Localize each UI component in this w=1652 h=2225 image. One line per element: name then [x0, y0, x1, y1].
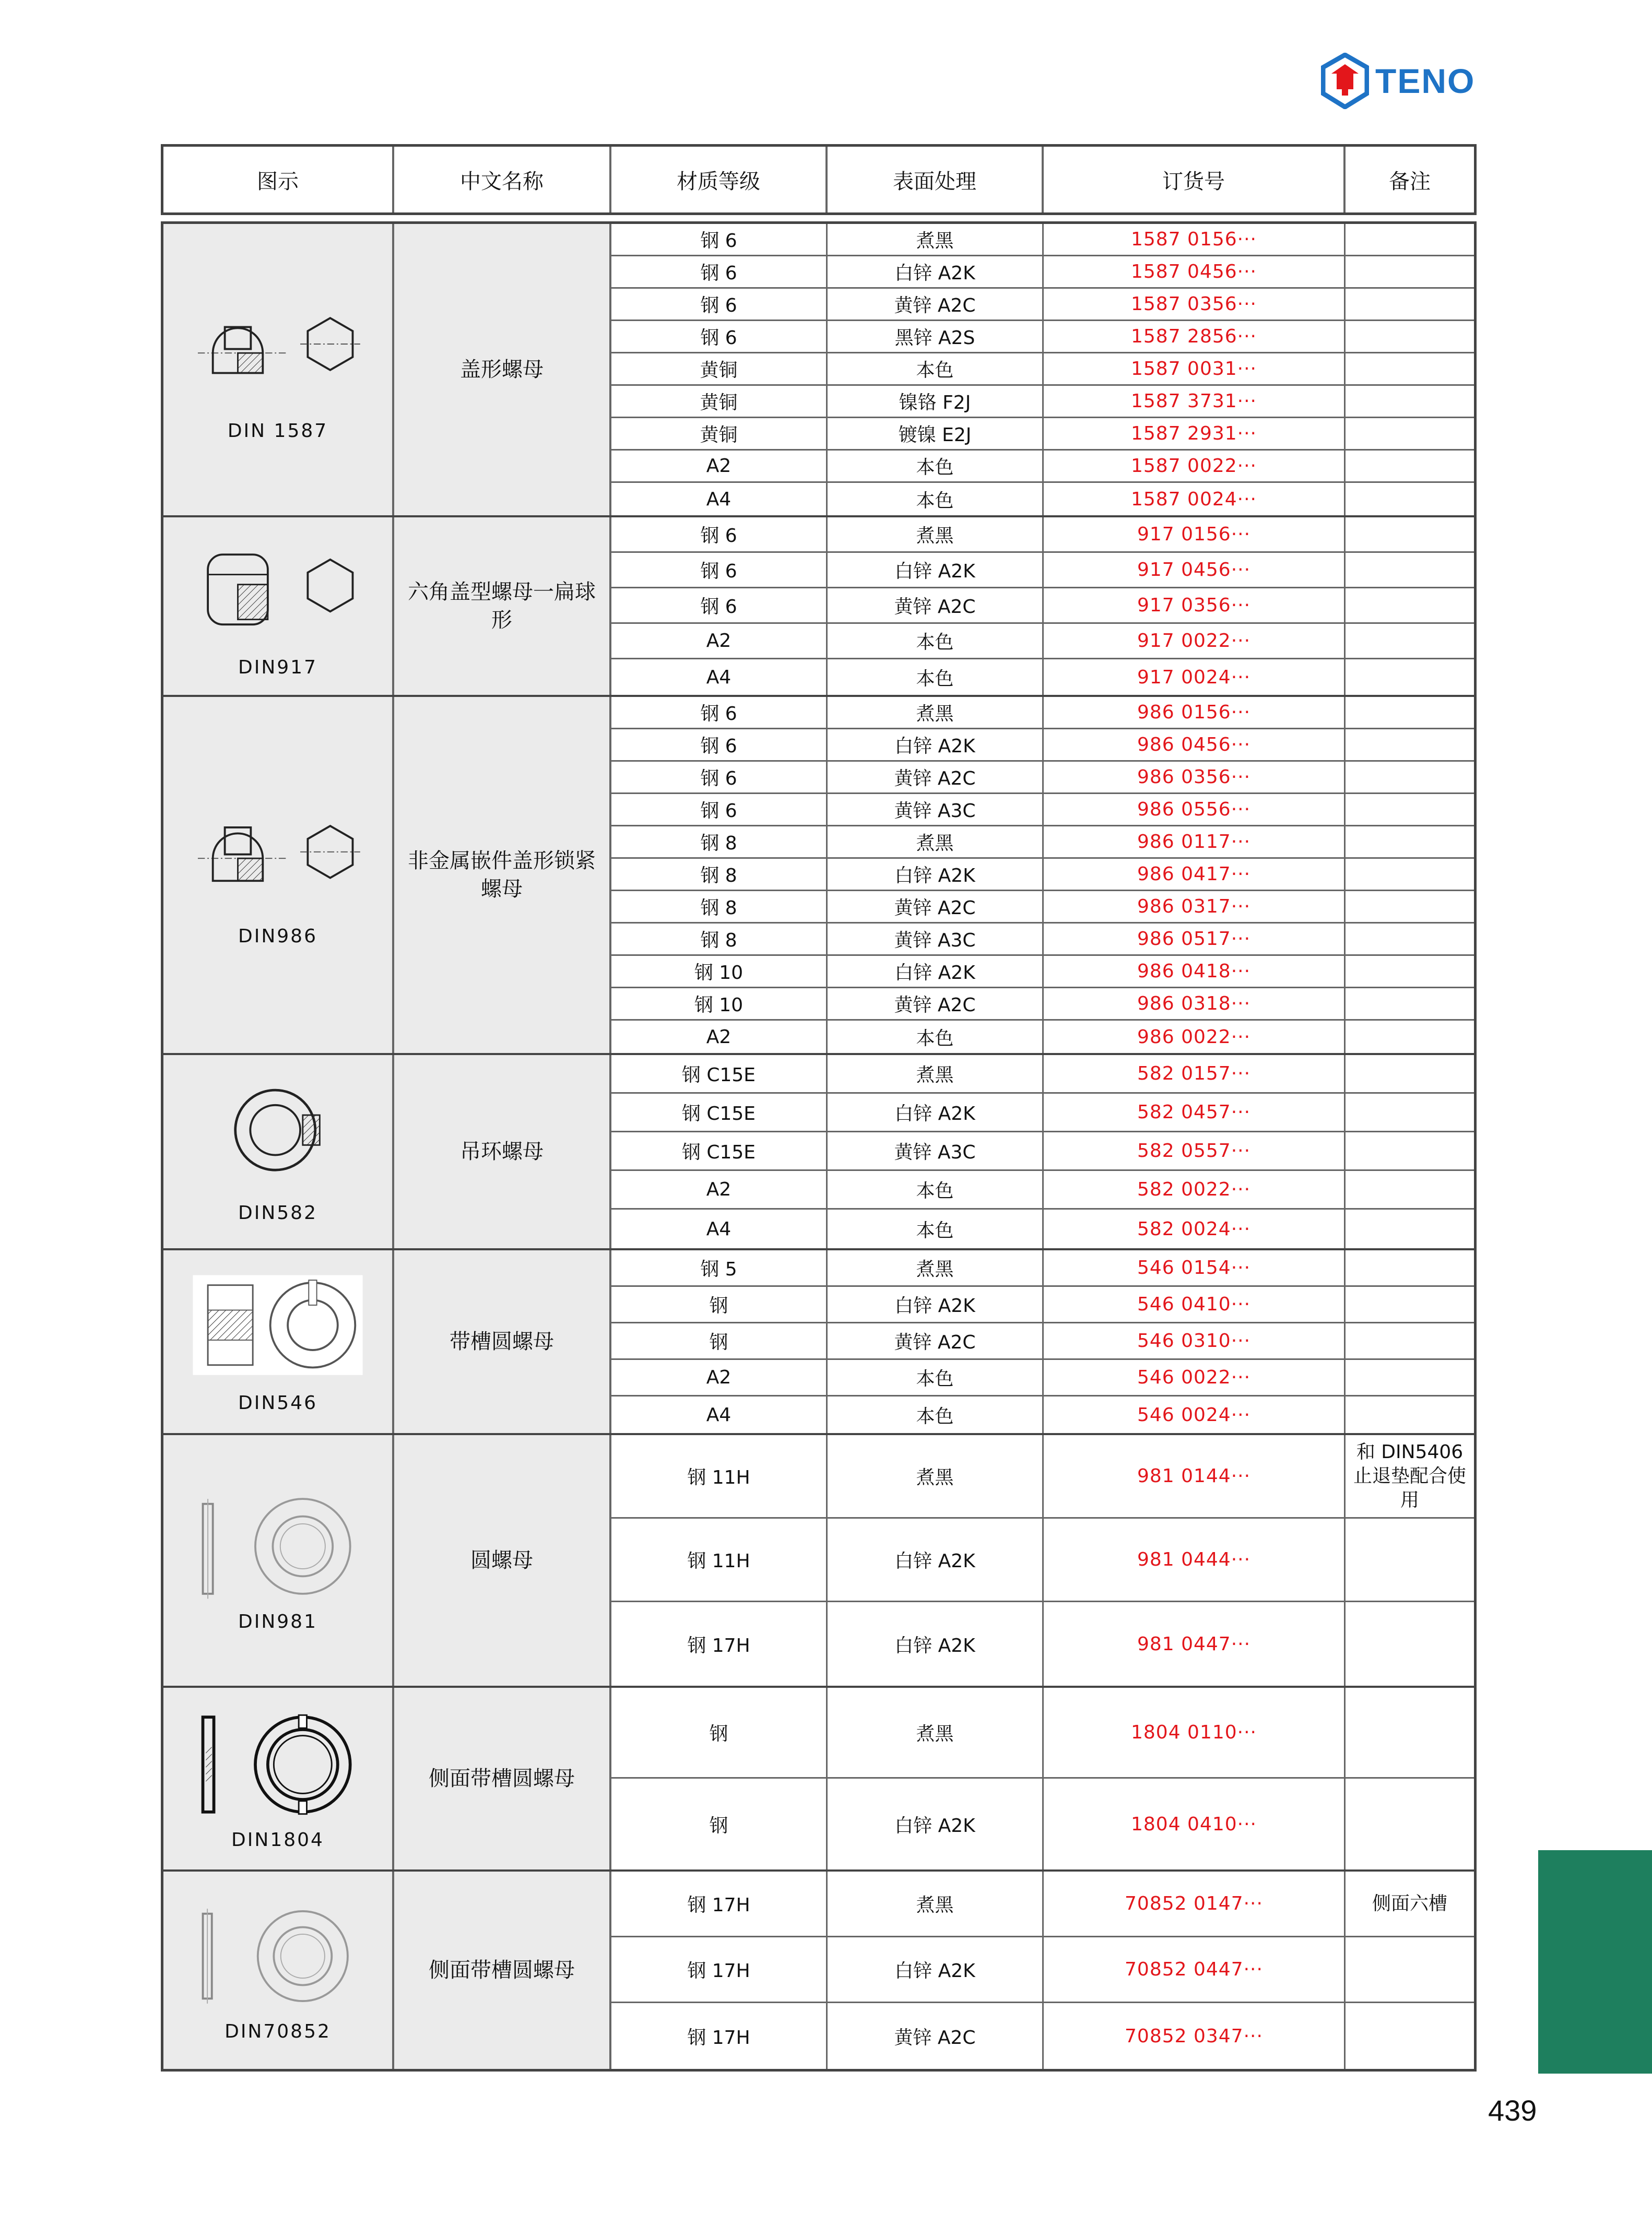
material-cell: 钢 10 — [611, 956, 828, 987]
din-label: DIN546 — [238, 1392, 317, 1414]
header-material: 材质等级 — [611, 147, 828, 212]
figure-cell — [163, 1055, 394, 1248]
material-cell: 钢 C15E — [611, 1132, 828, 1169]
remark-cell — [1346, 2003, 1474, 2069]
surface-cell: 白锌 A2K — [828, 256, 1044, 287]
remark-cell: 侧面六槽 — [1346, 1872, 1474, 1936]
material-cell: 钢 8 — [611, 859, 828, 890]
material-cell: 钢 6 — [611, 729, 828, 760]
order-number-cell: 986 0317··· — [1044, 891, 1346, 922]
remark-cell — [1346, 386, 1474, 417]
product-name: 吊环螺母 — [394, 1055, 611, 1248]
material-cell: 钢 11H — [611, 1435, 828, 1517]
remark-cell — [1346, 826, 1474, 857]
order-number-cell: 917 0024··· — [1044, 659, 1346, 695]
remark-cell — [1346, 256, 1474, 287]
remark-cell — [1346, 1094, 1474, 1131]
cap-nut-icon — [184, 298, 372, 413]
material-cell: 钢 6 — [611, 256, 828, 287]
material-cell: 钢 C15E — [611, 1055, 828, 1092]
order-number-cell: 917 0456··· — [1044, 553, 1346, 587]
order-number-cell: 986 0556··· — [1044, 794, 1346, 825]
order-number-cell: 986 0022··· — [1044, 1021, 1346, 1053]
din-label: DIN986 — [238, 925, 317, 947]
material-cell: A4 — [611, 1210, 828, 1248]
table-row — [611, 891, 1474, 924]
product-name: 圆螺母 — [394, 1435, 611, 1686]
remark-cell — [1346, 553, 1474, 587]
remark-cell — [1346, 418, 1474, 449]
din-label: DIN981 — [238, 1611, 317, 1632]
material-cell: 钢 C15E — [611, 1094, 828, 1131]
product-name: 带槽圆螺母 — [394, 1250, 611, 1433]
table-row — [611, 794, 1474, 826]
remark-cell — [1346, 924, 1474, 954]
section-tab — [1538, 1850, 1652, 2074]
product-group — [163, 224, 1474, 517]
figure-cell — [163, 1250, 394, 1433]
material-cell: 钢 8 — [611, 826, 828, 857]
surface-cell: 煮黑 — [828, 517, 1044, 551]
remark-cell — [1346, 729, 1474, 760]
table-row — [611, 1937, 1474, 2003]
figure-cell — [163, 1435, 394, 1686]
surface-cell: 黄锌 A3C — [828, 924, 1044, 954]
table-row — [611, 321, 1474, 353]
order-number-cell: 917 0356··· — [1044, 588, 1346, 622]
surface-cell: 煮黑 — [828, 1435, 1044, 1517]
header-figure: 图示 — [163, 147, 394, 212]
order-number-cell: 70852 0347··· — [1044, 2003, 1346, 2069]
order-number-cell: 1587 2931··· — [1044, 418, 1346, 449]
remark-cell — [1346, 353, 1474, 384]
surface-cell: 本色 — [828, 451, 1044, 481]
surface-cell: 煮黑 — [828, 1250, 1044, 1285]
remark-cell — [1346, 1171, 1474, 1208]
order-number-cell: 1587 0156··· — [1044, 224, 1346, 255]
teno-logo — [1321, 52, 1475, 110]
order-number-cell: 1587 0456··· — [1044, 256, 1346, 287]
order-number-cell: 582 0022··· — [1044, 1171, 1346, 1208]
table-row — [611, 483, 1474, 515]
din-label: DIN1804 — [231, 1829, 324, 1851]
order-number-cell: 981 0144··· — [1044, 1435, 1346, 1517]
order-number-cell: 1587 0031··· — [1044, 353, 1346, 384]
surface-cell: 黄锌 A2C — [828, 762, 1044, 792]
order-number-cell: 582 0557··· — [1044, 1132, 1346, 1169]
order-number-cell: 1804 0110··· — [1044, 1688, 1346, 1777]
table-row — [611, 697, 1474, 729]
surface-cell: 煮黑 — [828, 224, 1044, 255]
surface-cell: 黄锌 A2C — [828, 289, 1044, 319]
material-cell: 钢 10 — [611, 988, 828, 1019]
din-label: DIN70852 — [225, 2020, 331, 2042]
remark-cell — [1346, 697, 1474, 728]
surface-cell: 白锌 A2K — [828, 1094, 1044, 1131]
order-number-cell: 1587 0022··· — [1044, 451, 1346, 481]
surface-cell: 煮黑 — [828, 697, 1044, 728]
surface-cell: 镍铬 F2J — [828, 386, 1044, 417]
remark-cell — [1346, 1360, 1474, 1395]
surface-cell: 本色 — [828, 624, 1044, 658]
table-row — [611, 451, 1474, 483]
material-cell: 钢 — [611, 1688, 828, 1777]
remark-cell — [1346, 859, 1474, 890]
order-number-cell: 546 0310··· — [1044, 1323, 1346, 1358]
material-cell: 钢 — [611, 1287, 828, 1322]
material-cell: 钢 17H — [611, 1602, 828, 1686]
surface-cell: 煮黑 — [828, 1688, 1044, 1777]
material-cell: 钢 6 — [611, 517, 828, 551]
remark-cell — [1346, 289, 1474, 319]
remark-cell — [1346, 588, 1474, 622]
product-name: 盖形螺母 — [394, 224, 611, 515]
table-row — [611, 1210, 1474, 1248]
table-row — [611, 1519, 1474, 1602]
table-row — [611, 956, 1474, 988]
remark-cell — [1346, 517, 1474, 551]
figure-cell — [163, 697, 394, 1053]
table-row — [611, 1287, 1474, 1323]
material-cell: 钢 6 — [611, 553, 828, 587]
eye-nut-icon — [184, 1080, 372, 1195]
surface-cell: 煮黑 — [828, 1872, 1044, 1936]
flat-cap-nut-icon — [184, 535, 372, 649]
slotted-round-nut-icon-2 — [184, 1899, 372, 2014]
remark-cell — [1346, 762, 1474, 792]
table-row — [611, 1602, 1474, 1686]
table-row — [611, 1055, 1474, 1094]
figure-cell — [163, 224, 394, 515]
remark-cell — [1346, 1323, 1474, 1358]
material-cell: 钢 6 — [611, 321, 828, 352]
table-row — [611, 1688, 1474, 1779]
surface-cell: 煮黑 — [828, 1055, 1044, 1092]
table-row — [611, 517, 1474, 553]
table-row — [611, 1094, 1474, 1132]
surface-cell: 白锌 A2K — [828, 1779, 1044, 1869]
order-number-cell: 986 0356··· — [1044, 762, 1346, 792]
order-number-cell: 986 0456··· — [1044, 729, 1346, 760]
order-number-cell: 986 0117··· — [1044, 826, 1346, 857]
material-cell: 钢 6 — [611, 794, 828, 825]
remark-cell — [1346, 1132, 1474, 1169]
table-row — [611, 924, 1474, 956]
surface-cell: 本色 — [828, 353, 1044, 384]
material-cell: 钢 17H — [611, 1872, 828, 1936]
table-row — [611, 1250, 1474, 1287]
surface-cell: 白锌 A2K — [828, 1602, 1044, 1686]
surface-cell: 白锌 A2K — [828, 859, 1044, 890]
surface-cell: 黄锌 A2C — [828, 988, 1044, 1019]
table-row — [611, 1360, 1474, 1396]
header-name: 中文名称 — [394, 147, 611, 212]
order-number-cell: 1587 2856··· — [1044, 321, 1346, 352]
remark-cell — [1346, 1396, 1474, 1433]
din-label: DIN917 — [238, 656, 317, 678]
product-name: 侧面带槽圆螺母 — [394, 1872, 611, 2069]
material-cell: A2 — [611, 1360, 828, 1395]
order-number-cell: 546 0022··· — [1044, 1360, 1346, 1395]
din-label: DIN582 — [238, 1202, 317, 1224]
material-cell: 黄铜 — [611, 386, 828, 417]
remark-cell — [1346, 1937, 1474, 2002]
table-row — [611, 1021, 1474, 1053]
remark-cell — [1346, 659, 1474, 695]
remark-cell — [1346, 1055, 1474, 1092]
surface-cell: 本色 — [828, 1360, 1044, 1395]
order-number-cell: 986 0318··· — [1044, 988, 1346, 1019]
material-cell: A2 — [611, 1171, 828, 1208]
product-group — [163, 517, 1474, 697]
remark-cell — [1346, 1779, 1474, 1869]
order-number-cell: 1587 3731··· — [1044, 386, 1346, 417]
order-number-cell: 986 0517··· — [1044, 924, 1346, 954]
remark-cell — [1346, 624, 1474, 658]
table-row — [611, 1872, 1474, 1937]
product-group — [163, 1250, 1474, 1435]
material-cell: A2 — [611, 1021, 828, 1053]
order-number-cell: 986 0156··· — [1044, 697, 1346, 728]
order-number-cell: 582 0457··· — [1044, 1094, 1346, 1131]
table-row — [611, 418, 1474, 451]
surface-cell: 白锌 A2K — [828, 553, 1044, 587]
figure-cell — [163, 1688, 394, 1869]
table-row — [611, 729, 1474, 762]
order-number-cell: 1587 0024··· — [1044, 483, 1346, 515]
order-number-cell: 582 0157··· — [1044, 1055, 1346, 1092]
material-cell: 钢 — [611, 1779, 828, 1869]
material-cell: A2 — [611, 451, 828, 481]
table-row — [611, 1323, 1474, 1360]
remark-cell — [1346, 224, 1474, 255]
round-nut-icon — [184, 1489, 372, 1604]
table-row — [611, 588, 1474, 624]
order-number-cell: 917 0156··· — [1044, 517, 1346, 551]
remark-cell — [1346, 1210, 1474, 1248]
surface-cell: 黄锌 A3C — [828, 794, 1044, 825]
remark-cell — [1346, 1602, 1474, 1686]
remark-cell — [1346, 483, 1474, 515]
surface-cell: 黄锌 A2C — [828, 2003, 1044, 2069]
surface-cell: 本色 — [828, 1171, 1044, 1208]
order-number-cell: 986 0418··· — [1044, 956, 1346, 987]
order-number-cell: 986 0417··· — [1044, 859, 1346, 890]
order-number-cell: 546 0024··· — [1044, 1396, 1346, 1433]
surface-cell: 本色 — [828, 1210, 1044, 1248]
material-cell: 钢 17H — [611, 2003, 828, 2069]
teno-logo-icon — [1321, 53, 1369, 109]
table-row — [611, 224, 1474, 256]
surface-cell: 本色 — [828, 1396, 1044, 1433]
order-number-cell: 981 0444··· — [1044, 1519, 1346, 1601]
table-row — [611, 762, 1474, 794]
remark-cell — [1346, 956, 1474, 987]
remark-cell — [1346, 321, 1474, 352]
surface-cell: 黑锌 A2S — [828, 321, 1044, 352]
material-cell: 钢 8 — [611, 891, 828, 922]
surface-cell: 本色 — [828, 1021, 1044, 1053]
surface-cell: 白锌 A2K — [828, 1519, 1044, 1601]
table-row — [611, 826, 1474, 859]
product-group — [163, 1872, 1474, 2069]
product-group — [163, 1688, 1474, 1872]
order-number-cell: 917 0022··· — [1044, 624, 1346, 658]
table-row — [611, 1779, 1474, 1869]
remark-cell — [1346, 794, 1474, 825]
page-number: 439 — [1488, 2094, 1537, 2127]
table-row — [611, 1171, 1474, 1210]
product-name: 侧面带槽圆螺母 — [394, 1688, 611, 1869]
remark-cell — [1346, 1021, 1474, 1053]
table-row — [611, 553, 1474, 588]
material-cell: A4 — [611, 659, 828, 695]
remark-cell — [1346, 1688, 1474, 1777]
material-cell: 钢 8 — [611, 924, 828, 954]
product-name: 非金属嵌件盖形锁紧螺母 — [394, 697, 611, 1053]
table-row — [611, 859, 1474, 891]
remark-cell — [1346, 891, 1474, 922]
surface-cell: 白锌 A2K — [828, 1937, 1044, 2002]
surface-cell: 黄锌 A2C — [828, 1323, 1044, 1358]
order-number-cell: 546 0410··· — [1044, 1287, 1346, 1322]
product-group — [163, 697, 1474, 1055]
material-cell: 黄铜 — [611, 418, 828, 449]
surface-cell: 白锌 A2K — [828, 729, 1044, 760]
order-number-cell: 1804 0410··· — [1044, 1779, 1346, 1869]
material-cell: 钢 6 — [611, 588, 828, 622]
material-cell: 钢 — [611, 1323, 828, 1358]
surface-cell: 本色 — [828, 483, 1044, 515]
table-row — [611, 1132, 1474, 1171]
order-number-cell: 1587 0356··· — [1044, 289, 1346, 319]
table-row — [611, 256, 1474, 289]
lock-cap-nut-icon — [184, 803, 372, 918]
table-header — [161, 144, 1477, 215]
brand-name: TENO — [1375, 62, 1476, 100]
material-cell: A2 — [611, 624, 828, 658]
header-order-number: 订货号 — [1044, 147, 1346, 212]
order-number-cell: 582 0024··· — [1044, 1210, 1346, 1248]
product-table — [161, 221, 1477, 2072]
material-cell: 钢 6 — [611, 697, 828, 728]
table-row — [611, 386, 1474, 418]
figure-cell — [163, 517, 394, 695]
surface-cell: 黄锌 A2C — [828, 891, 1044, 922]
table-row — [611, 659, 1474, 695]
figure-cell — [163, 1872, 394, 2069]
material-cell: 黄铜 — [611, 353, 828, 384]
order-number-cell: 70852 0447··· — [1044, 1937, 1346, 2002]
material-cell: 钢 11H — [611, 1519, 828, 1601]
surface-cell: 本色 — [828, 659, 1044, 695]
remark-cell — [1346, 1250, 1474, 1285]
header-surface: 表面处理 — [828, 147, 1044, 212]
remark-cell: 和 DIN5406 止退垫配合使用 — [1346, 1435, 1474, 1517]
table-row — [611, 1396, 1474, 1433]
remark-cell — [1346, 1519, 1474, 1601]
order-number-cell: 70852 0147··· — [1044, 1872, 1346, 1936]
material-cell: 钢 6 — [611, 762, 828, 792]
din-label: DIN 1587 — [227, 420, 328, 442]
surface-cell: 黄锌 A3C — [828, 1132, 1044, 1169]
table-row — [611, 2003, 1474, 2069]
surface-cell: 白锌 A2K — [828, 1287, 1044, 1322]
table-row — [611, 988, 1474, 1021]
material-cell: A4 — [611, 483, 828, 515]
product-group — [163, 1435, 1474, 1688]
table-row — [611, 1435, 1474, 1519]
surface-cell: 煮黑 — [828, 826, 1044, 857]
surface-cell: 白锌 A2K — [828, 956, 1044, 987]
side-slotted-round-nut-icon — [184, 1707, 372, 1822]
table-row — [611, 624, 1474, 659]
slotted-round-nut-icon — [184, 1270, 372, 1385]
material-cell: 钢 17H — [611, 1937, 828, 2002]
remark-cell — [1346, 1287, 1474, 1322]
header-remark: 备注 — [1389, 169, 1431, 194]
surface-cell: 黄锌 A2C — [828, 588, 1044, 622]
table-row — [611, 353, 1474, 386]
material-cell: 钢 6 — [611, 289, 828, 319]
material-cell: A4 — [611, 1396, 828, 1433]
remark-cell — [1346, 451, 1474, 481]
product-name: 六角盖型螺母一扁球形 — [394, 517, 611, 695]
order-number-cell: 546 0154··· — [1044, 1250, 1346, 1285]
material-cell: 钢 5 — [611, 1250, 828, 1285]
order-number-cell: 981 0447··· — [1044, 1602, 1346, 1686]
surface-cell: 镀镍 E2J — [828, 418, 1044, 449]
material-cell: 钢 6 — [611, 224, 828, 255]
remark-cell — [1346, 988, 1474, 1019]
table-row — [611, 289, 1474, 321]
product-group — [163, 1055, 1474, 1250]
